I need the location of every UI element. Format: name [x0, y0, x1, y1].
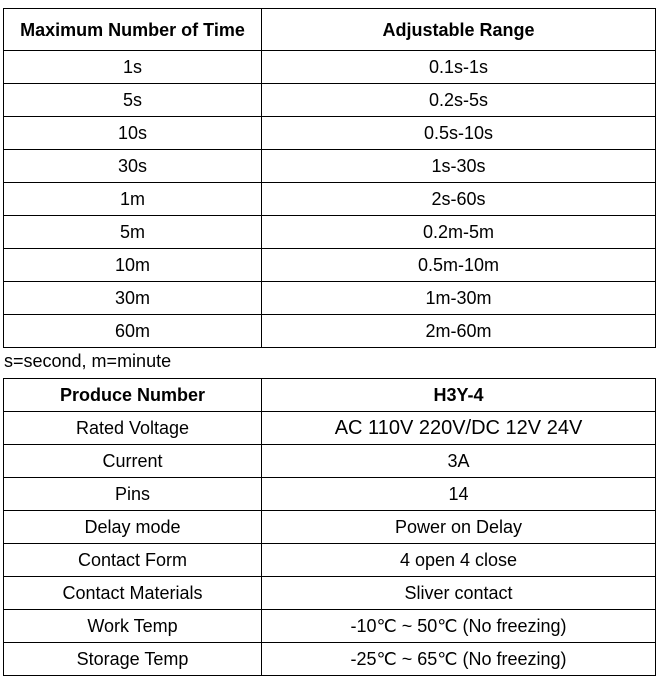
max-time-cell: 60m — [4, 315, 262, 348]
table-header-row — [4, 379, 656, 412]
column-header-model: H3Y-4 — [262, 379, 656, 412]
table-row — [4, 412, 656, 445]
spec-label-cell: Rated Voltage — [4, 412, 262, 445]
table-row — [4, 150, 656, 183]
spec-value-cell: Power on Delay — [262, 511, 656, 544]
specification-table — [3, 378, 656, 676]
max-time-cell: 5s — [4, 84, 262, 117]
table-row — [4, 511, 656, 544]
spec-value-cell: 4 open 4 close — [262, 544, 656, 577]
table-row — [4, 249, 656, 282]
range-cell: 0.2m-5m — [262, 216, 656, 249]
table-row — [4, 84, 656, 117]
spec-value-cell: 3A — [262, 445, 656, 478]
max-time-cell: 1s — [4, 51, 262, 84]
table-row — [4, 282, 656, 315]
spec-value-cell: -25℃ ~ 65℃ (No freezing) — [262, 643, 656, 676]
table-row — [4, 315, 656, 348]
spec-label-cell: Storage Temp — [4, 643, 262, 676]
table-row — [4, 544, 656, 577]
table-row — [4, 478, 656, 511]
table-row — [4, 445, 656, 478]
range-cell: 0.5s-10s — [262, 117, 656, 150]
spec-label-cell: Delay mode — [4, 511, 262, 544]
table-row — [4, 117, 656, 150]
table-row — [4, 610, 656, 643]
max-time-cell: 10s — [4, 117, 262, 150]
column-header-max-time: Maximum Number of Time — [4, 9, 262, 51]
spec-label-cell: Contact Form — [4, 544, 262, 577]
table-row — [4, 643, 656, 676]
range-cell: 2m-60m — [262, 315, 656, 348]
table-row — [4, 577, 656, 610]
table-row — [4, 183, 656, 216]
spec-value-cell: -10℃ ~ 50℃ (No freezing) — [262, 610, 656, 643]
max-time-cell: 5m — [4, 216, 262, 249]
max-time-cell: 30m — [4, 282, 262, 315]
table-header-row — [4, 9, 656, 51]
table-row — [4, 216, 656, 249]
range-cell: 1m-30m — [262, 282, 656, 315]
time-range-table — [3, 8, 656, 348]
table-row — [4, 51, 656, 84]
spec-value-cell: Sliver contact — [262, 577, 656, 610]
unit-note: s=second, m=minute — [4, 351, 172, 371]
range-cell: 0.2s-5s — [262, 84, 656, 117]
spec-label-cell: Current — [4, 445, 262, 478]
spec-label-cell: Contact Materials — [4, 577, 262, 610]
spec-value-cell: 14 — [262, 478, 656, 511]
range-cell: 2s-60s — [262, 183, 656, 216]
max-time-cell: 10m — [4, 249, 262, 282]
range-cell: 0.1s-1s — [262, 51, 656, 84]
spec-label-cell: Work Temp — [4, 610, 262, 643]
range-cell: 0.5m-10m — [262, 249, 656, 282]
max-time-cell: 1m — [4, 183, 262, 216]
max-time-cell: 30s — [4, 150, 262, 183]
column-header-adjustable-range: Adjustable Range — [262, 9, 656, 51]
spec-value-cell: AC 110V 220V/DC 12V 24V — [262, 412, 656, 445]
spec-label-cell: Pins — [4, 478, 262, 511]
range-cell: 1s-30s — [262, 150, 656, 183]
column-header-produce-number: Produce Number — [4, 379, 262, 412]
